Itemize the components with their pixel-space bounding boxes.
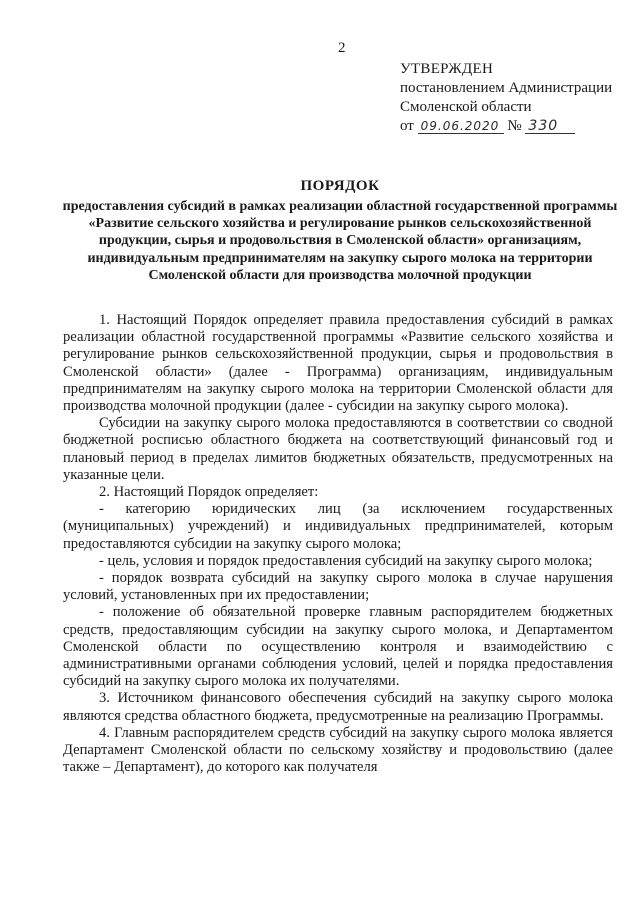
document-subtitle: предоставления субсидий в рамках реализации областной государственной программы «Развитие сельского хозяйства и регулирование рынков сельскохозяйственной продукции, сырья и продовольствия в Смоленской области» организациям, индивидуальным предпринимателям на закупку сырого молока на территории Смоленской области для производства молочной продукции	[62, 199, 618, 283]
paragraph-2: Субсидии на закупку сырого молока предоставляются в соответствии со сводной бюджетной росписью областного бюджета на соответствующий финансовый год и плановый период в пределах лимитов бюджетных обязательств, предусмотренных на указанные цели.	[63, 415, 613, 483]
paragraph-9: 4. Главным распорядителем средств субсидий на закупку сырого молока является Департамент Смоленской области по сельскому хозяйству и продовольствию (далее также – Департамент), до которого как получателя	[63, 724, 613, 776]
handwritten-number: 330	[525, 119, 575, 134]
handwritten-date: 09.06.2020	[418, 119, 504, 134]
approval-line-2: Смоленской области	[400, 99, 532, 115]
document-body	[63, 312, 613, 776]
approval-line-1: постановлением Администрации	[400, 80, 613, 96]
paragraph-4: - категорию юридических лиц (за исключением государственных (муниципальных) учреждений) и индивидуальных предпринимателей, которым предоставляются субсидии на закупку сырого молока;	[63, 501, 613, 552]
number-sign: №	[507, 118, 522, 134]
paragraph-7: - положение об обязательной проверке главным распорядителем бюджетных средств, предоставляющим субсидии на закупку сырого молока, и Департаментом Смоленской области по осуществлению контроля и взаимодействию с административными органами соблюдения условий, целей и порядка предоставления субсидий на закупку сырого молока их получателями.	[63, 604, 613, 690]
approval-block	[400, 60, 630, 136]
page-number: 2	[338, 40, 346, 56]
paragraph-8: 3. Источником финансового обеспечения субсидий на закупку сырого молока являются средства областного бюджета, предусмотренные на реализацию Программы.	[63, 690, 613, 724]
document-title: ПОРЯДОК	[300, 178, 380, 194]
approval-title: УТВЕРЖДЕН	[400, 61, 494, 77]
date-prefix: от	[400, 118, 414, 134]
paragraph-3: 2. Настоящий Порядок определяет:	[99, 484, 319, 501]
paragraph-5: - цель, условия и порядок предоставления субсидий на закупку сырого молока;	[99, 552, 593, 569]
approval-date-line	[400, 117, 630, 136]
paragraph-6: - порядок возврата субсидий на закупку сырого молока в случае нарушения условий, установленных при их предоставлении;	[63, 570, 613, 604]
paragraph-1: 1. Настоящий Порядок определяет правила предоставления субсидий в рамках реализации областной государственной программы «Развитие сельского хозяйства и регулирование рынков сельскохозяйственной продукции, сырья и продовольствия в Смоленской области» (далее - Программа) организациям, индивидуальным предпринимателям на закупку сырого молока на территории Смоленской области для производства молочной продукции (далее - субсидии на закупку сырого молока).	[63, 312, 613, 415]
